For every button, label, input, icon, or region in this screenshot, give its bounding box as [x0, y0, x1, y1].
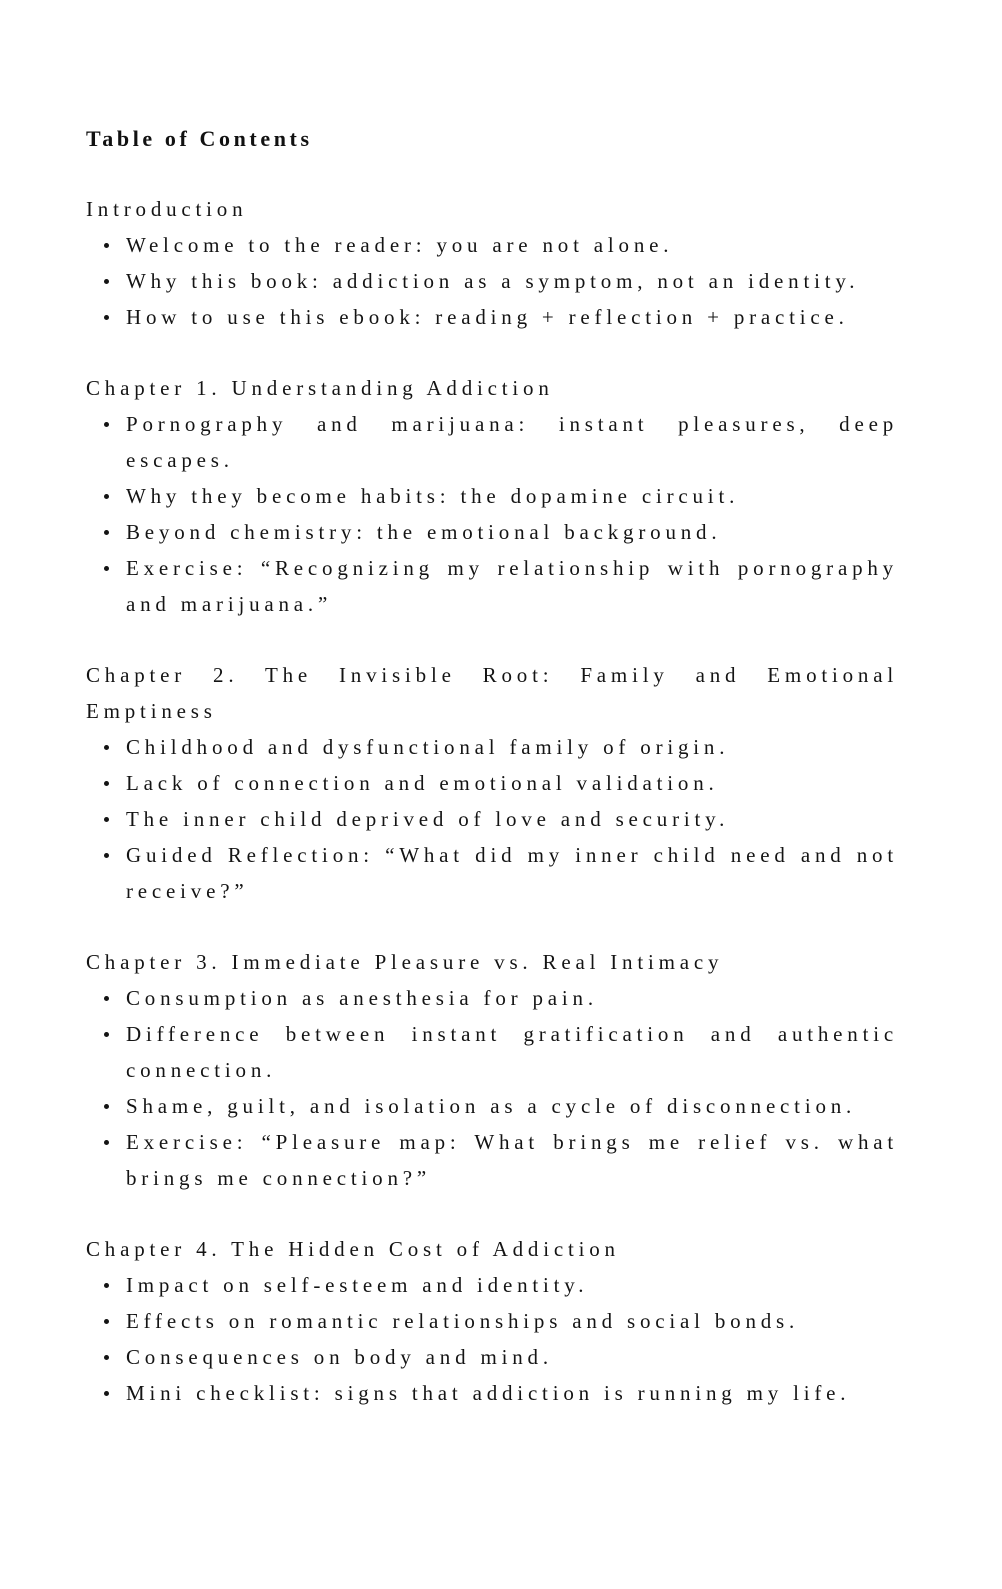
toc-item: Consequences on body and mind. [126, 1339, 898, 1375]
toc-section-chapter-1 [86, 370, 898, 622]
section-heading-chapter-4: Chapter 4. The Hidden Cost of Addiction [86, 1237, 620, 1261]
toc-item: Shame, guilt, and isolation as a cycle of disconnection. [126, 1088, 898, 1124]
toc-item: The inner child deprived of love and security. [126, 801, 898, 837]
page-title: Table of Contents [86, 126, 313, 151]
toc-item: Lack of connection and emotional validation. [126, 765, 898, 801]
toc-item: Exercise: “Recognizing my relationship with pornography and marijuana.” [126, 550, 898, 622]
section-list-chapter-4 [86, 1267, 898, 1411]
section-heading-chapter-1: Chapter 1. Understanding Addiction [86, 376, 554, 400]
toc-item: Impact on self-esteem and identity. [126, 1267, 898, 1303]
toc-item: How to use this ebook: reading + reflection + practice. [126, 299, 898, 335]
toc-item: Beyond chemistry: the emotional background. [126, 514, 898, 550]
toc-section-chapter-2 [86, 657, 898, 909]
toc-item: Guided Reflection: “What did my inner child need and not receive?” [126, 837, 898, 909]
section-list-chapter-1 [86, 406, 898, 622]
toc-item: Welcome to the reader: you are not alone. [126, 227, 898, 263]
section-list-introduction [86, 227, 898, 335]
toc-item: Childhood and dysfunctional family of origin. [126, 729, 898, 765]
section-list-chapter-2 [86, 729, 898, 909]
section-heading-chapter-2: Chapter 2. The Invisible Root: Family and Emotional Emptiness [86, 663, 898, 723]
toc-section-introduction [86, 191, 898, 335]
section-list-chapter-3 [86, 980, 898, 1196]
section-heading-chapter-3: Chapter 3. Immediate Pleasure vs. Real Intimacy [86, 950, 724, 974]
toc-item: Effects on romantic relationships and social bonds. [126, 1303, 898, 1339]
toc-item: Mini checklist: signs that addiction is running my life. [126, 1375, 898, 1411]
toc-item: Why this book: addiction as a symptom, not an identity. [126, 263, 898, 299]
toc-section-chapter-4 [86, 1231, 898, 1411]
toc-item: Exercise: “Pleasure map: What brings me relief vs. what brings me connection?” [126, 1124, 898, 1196]
toc-item: Pornography and marijuana: instant pleasures, deep escapes. [126, 406, 898, 478]
toc-item: Why they become habits: the dopamine circuit. [126, 478, 898, 514]
toc-item: Consumption as anesthesia for pain. [126, 980, 898, 1016]
toc-item: Difference between instant gratification and authentic connection. [126, 1016, 898, 1088]
section-heading-introduction: Introduction [86, 197, 248, 221]
toc-section-chapter-3 [86, 944, 898, 1196]
